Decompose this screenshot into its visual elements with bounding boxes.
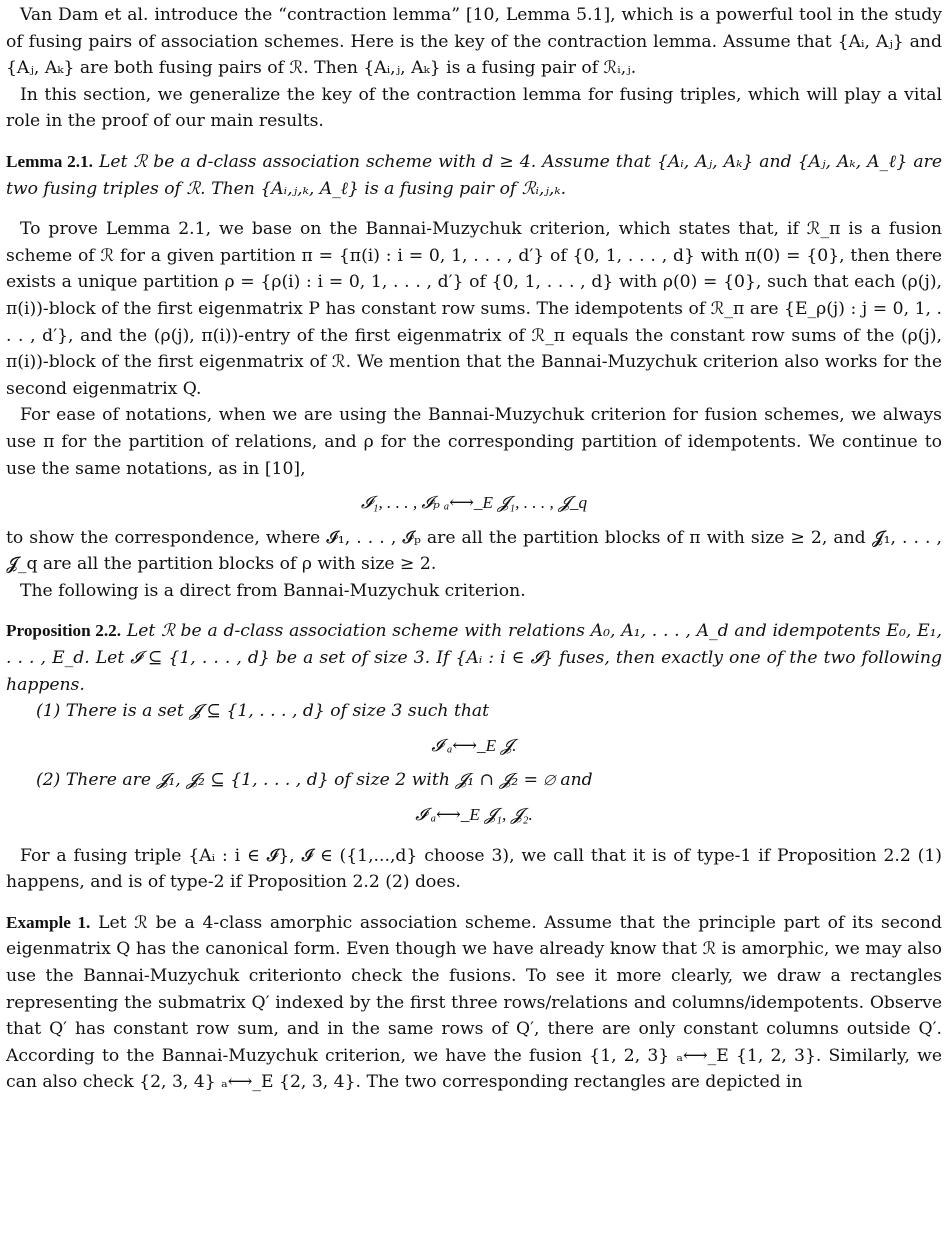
lemma-body: Let ℛ be a d-class association scheme with d ≥ 4. Assume that {Aᵢ, Aⱼ, Aₖ} and {Aⱼ, Aₖ, A_ℓ} are two fusing triples of ℛ. Then {Aᵢ,ⱼ,ₖ, A_ℓ} is a fusing pair of ℛᵢ,ⱼ,ₖ. bbox=[6, 151, 943, 199]
proposition-label: Proposition 2.2. bbox=[6, 621, 122, 641]
display-item-2: 𝓘 ₐ⟷_E 𝓙₁, 𝓙₂. bbox=[415, 805, 533, 825]
lemma-label: Lemma 2.1. bbox=[6, 151, 93, 171]
example-1 bbox=[6, 910, 942, 1096]
paragraph-contraction-lemma: Van Dam et al. introduce the “contraction lemma” [10, Lemma 5.1], which is a powerful tool in the study of fusing pairs of association schemes. Here is the key of the contraction lemma. Assume that {Aᵢ, Aⱼ} and {Aⱼ, Aₖ} are both fusing pairs of ℛ. Then {Aᵢ,ⱼ, Aₖ} is a fusing pair of ℛᵢ,ⱼ. bbox=[6, 5, 942, 79]
proposition-body: Let ℛ be a d-class association scheme with relations A₀, A₁, . . . , A_d and idempotents E₀, E₁, . . . , E_d. Let 𝓘 ⊆ {1, . . . , d} be a set of size 3. If {Aᵢ : i ∈ 𝓘} fuses, then exactly one of the two following happens. bbox=[6, 621, 942, 695]
proposition-2-2 bbox=[6, 618, 942, 698]
paper-page bbox=[6, 2, 942, 1096]
proposition-item-2: (2) There are 𝓙₁, 𝓙₂ ⊆ {1, . . . , d} of size 2 with 𝓙₁ ∩ 𝓙₂ = ∅ and bbox=[36, 770, 593, 791]
paragraph-direct: The following is a direct from Bannai-Muzychuk criterion. bbox=[20, 580, 526, 601]
display-correspondence: 𝓘₁, . . . , 𝓘ₚ ₐ⟷_E 𝓙₁, . . . , 𝓙_q bbox=[360, 493, 588, 513]
paragraph-bannai-muzychuk: To prove Lemma 2.1, we base on the Bannai-Muzychuk criterion, which states that, if ℛ_π is a fusion scheme of ℛ for a given partition π = {π(i) : i = 0, 1, . . . , d′} of {0, 1, . . . , d} with π(0) = {0}, then there exists a unique partition ρ = {ρ(i) : i = 0, 1, . . . , d′} of {0, 1, . . . , d} with ρ(0) = {0}, such that each (ρ(j), π(i))-block of the first eigenmatrix P has constant row sums. The idempotents of ℛ_π are {E_ρ(j) : j = 0, 1, . . . , d′}, and the (ρ(j), π(i))-entry of the first eigenmatrix of ℛ_π equals the constant row sums of the (ρ(j), π(i))-block of the first eigenmatrix of ℛ. We mention that the Bannai-Muzychuk criterion also works for the second eigenmatrix Q. bbox=[6, 219, 942, 399]
paragraph-section-intro: In this section, we generalize the key of the contraction lemma for fusing triples, which will play a vital role in the proof of our main results. bbox=[6, 84, 942, 132]
paragraph-type-definition: For a fusing triple {Aᵢ : i ∈ 𝓘}, 𝓘 ∈ ({1,...,d} choose 3), we call that it is of type-1 if Proposition 2.2 (1) happens, and is of type-2 if Proposition 2.2 (2) does. bbox=[6, 845, 942, 893]
lemma-2-1 bbox=[6, 149, 942, 202]
paragraph-correspondence: to show the correspondence, where 𝓘₁, . . . , 𝓘ₚ are all the partition blocks of π with size ≥ 2, and 𝓙₁, . . . , 𝓙_q are all the partition blocks of ρ with size ≥ 2. bbox=[6, 527, 942, 575]
proposition-item-1: (1) There is a set 𝓙 ⊆ {1, . . . , d} of size 3 such that bbox=[36, 701, 490, 722]
example-body: Let ℛ be a 4-class amorphic association scheme. Assume that the principle part of its second eigenmatrix Q has the canonical form. Even though we have already know that ℛ is amorphic, we may also use the Bannai-Muzychuk criterionto check the fusions. To see it more clearly, we draw a rectangles representing the submatrix Q′ indexed by the first three rows/relations and columns/idempotents. Observe that Q′ has constant row sum, and in the same rows of Q′, there are only constant columns outside Q′. According to the Bannai-Muzychuk criterion, we have the fusion {1, 2, 3} ₐ⟷_E {1, 2, 3}. Similarly, we can also check {2, 3, 4} ₐ⟷_E {2, 3, 4}. The two corresponding rectangles are depicted in bbox=[6, 912, 942, 1093]
example-label: Example 1. bbox=[6, 912, 91, 932]
paragraph-notations: For ease of notations, when we are using the Bannai-Muzychuk criterion for fusion schemes, we always use π for the partition of relations, and ρ for the corresponding partition of idempotents. We continue to use the same notations, as in [10], bbox=[6, 405, 942, 479]
display-item-1: 𝓘 ₐ⟷_E 𝓙. bbox=[431, 735, 517, 755]
